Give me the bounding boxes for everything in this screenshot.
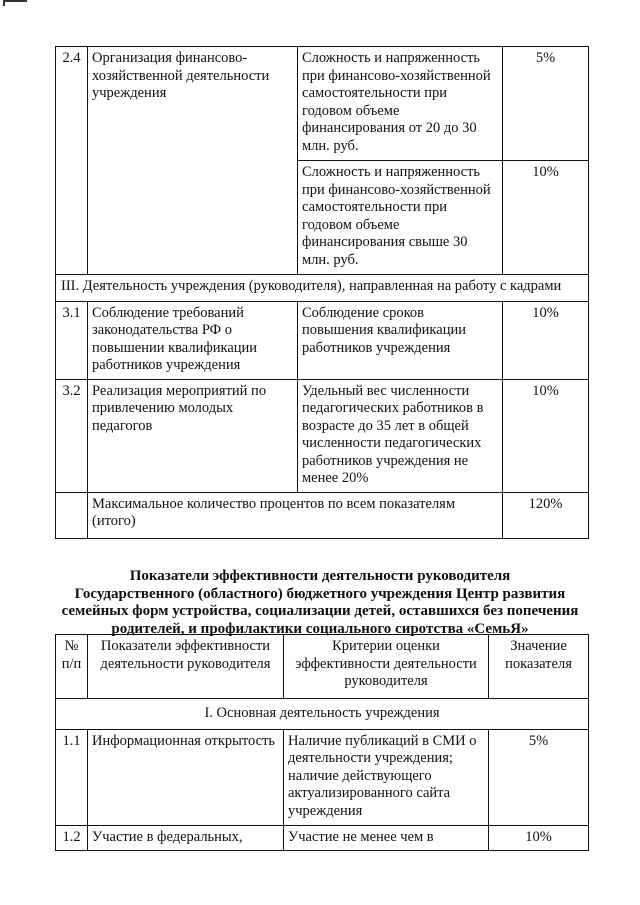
value-cell: 10%	[503, 379, 589, 492]
title-line: семейных форм устройства, социализации детей, оставшихся без попечения	[61, 603, 579, 619]
indicator-cell: Информационная открытость	[88, 729, 284, 825]
section-heading: III. Деятельность учреждения (руководителя), направленная на работу с кадрами	[56, 275, 589, 302]
value-cell: 10%	[503, 161, 589, 275]
table-row	[56, 301, 589, 379]
row-number: 2.4	[56, 47, 88, 275]
total-value: 120%	[503, 492, 589, 538]
header-value: Значение показателя	[489, 635, 589, 699]
criterion-cell: Наличие публикаций в СМИ о деятельности учреждения; наличие действующего актуализированного сайта учреждения	[284, 729, 489, 825]
section-row	[56, 275, 589, 302]
indicator-cell: Организация финансово-хозяйственной деятельности учреждения	[88, 47, 298, 275]
value-cell: 10%	[489, 825, 589, 851]
value-cell: 10%	[503, 301, 589, 379]
section-row	[56, 699, 589, 730]
table-row	[56, 729, 589, 825]
header-number: № п/п	[56, 635, 88, 699]
indicator-cell: Реализация мероприятий по привлечению молодых педагогов	[88, 379, 298, 492]
criterion-cell: Удельный вес численности педагогических работников в возрасте до 35 лет в общей численности педагогических работников учреждения не менее 20%	[298, 379, 503, 492]
header-indicator: Показатели эффективности деятельности руководителя	[88, 635, 284, 699]
table-row	[56, 379, 589, 492]
table-row	[56, 825, 589, 851]
total-row	[56, 492, 589, 538]
row-number: 3.1	[56, 301, 88, 379]
total-label: Максимальное количество процентов по всем показателям (итого)	[88, 492, 503, 538]
criterion-cell: Участие не менее чем в	[284, 825, 489, 851]
indicator-cell: Участие в федеральных,	[88, 825, 284, 851]
indicators-table-continued	[55, 46, 589, 539]
value-cell: 5%	[503, 47, 589, 161]
page-corner-mark	[3, 0, 27, 6]
empty-cell	[56, 492, 88, 538]
row-number: 1.1	[56, 729, 88, 825]
title-line: Государственного (областного) бюджетного учреждения Центр развития	[74, 585, 566, 602]
row-number: 3.2	[56, 379, 88, 492]
criterion-cell: Сложность и напряженность при финансово-хозяйственной самостоятельности при годовом объеме финансирования от 20 до 30 млн. руб.	[298, 47, 503, 161]
row-number: 1.2	[56, 825, 88, 851]
criterion-cell: Соблюдение сроков повышения квалификации работников учреждения	[298, 301, 503, 379]
table-row	[56, 47, 589, 161]
value-cell: 5%	[489, 729, 589, 825]
indicators-table	[55, 634, 589, 851]
header-criteria: Критерии оценки эффективности деятельности руководителя	[284, 635, 489, 699]
header-row	[56, 635, 589, 699]
criterion-cell: Сложность и напряженность при финансово-хозяйственной самостоятельности при годовом объеме финансирования свыше 30 млн. руб.	[298, 161, 503, 275]
section-title	[40, 568, 600, 638]
indicator-cell: Соблюдение требований законодательства РФ о повышении квалификации работников учреждения	[88, 301, 298, 379]
title-line: родителей, и профилактики социального сиротства «СемьЯ»	[111, 620, 529, 637]
section-heading: I. Основная деятельность учреждения	[56, 699, 589, 730]
title-line: Показатели эффективности деятельности руководителя	[129, 568, 511, 584]
